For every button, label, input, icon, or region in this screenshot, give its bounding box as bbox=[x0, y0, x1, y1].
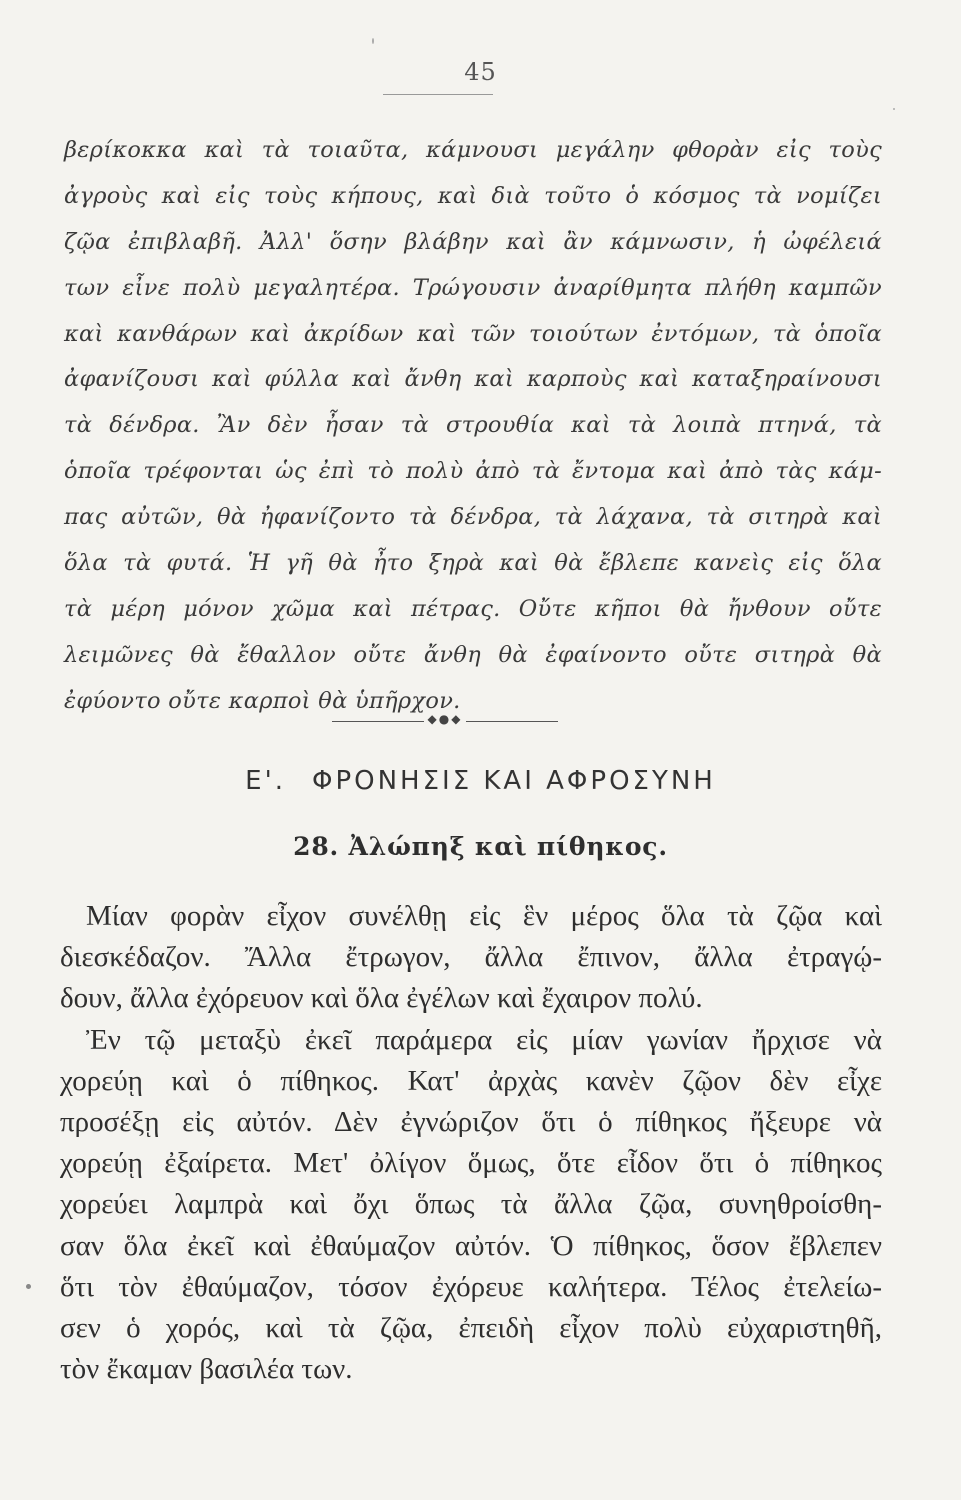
text-line: ὅλα τὰ φυτά. Ἡ γῆ θὰ ἦτο ξηρὰ καὶ θὰ ἔβλεπε κανεὶς εἰς ὅλα bbox=[64, 550, 882, 577]
paper-speck bbox=[26, 1284, 31, 1289]
paper-speck bbox=[893, 108, 895, 110]
text-line: ὁποῖα τρέφονται ὡς ἐπὶ τὸ πολὺ ἀπὸ τὰ ἔντομα καὶ ἀπὸ τὰς κάμ- bbox=[64, 458, 882, 485]
text-line: ἐφύοντο οὔτε καρποὶ θὰ ὑπῆρχον. bbox=[64, 687, 461, 714]
paper-speck bbox=[372, 38, 374, 44]
text-line: χορεύῃ ἐξαίρετα. Μετ' ὀλίγον ὅμως, ὅτε εἶδον ὅτι ὁ πίθηκος bbox=[60, 1147, 882, 1180]
page-number: 45 bbox=[464, 58, 497, 86]
text-line: τὰ μέρη μόνον χῶμα καὶ πέτρας. Οὔτε κῆποι θὰ ἤνθουν οὔτε bbox=[64, 595, 882, 622]
text-line: διεσκέδαζον. Ἄλλα ἔτρωγον, ἄλλα ἔπινον, ἄλλα ἐτραγῴ- bbox=[60, 941, 882, 974]
text-line: των εἶνε πολὺ μεγαλητέρα. Τρώγουσιν ἀναρίθμητα πλήθη καμπῶν bbox=[64, 274, 882, 301]
upper-paragraph bbox=[64, 128, 882, 725]
text-line: λειμῶνες θὰ ἔθαλλον οὔτε ἄνθη θὰ ἐφαίνοντο οὔτε σιτηρὰ θὰ bbox=[64, 641, 882, 668]
text-line: χορεύει λαμπρὰ καὶ ὄχι ὅπως τὰ ἄλλα ζῷα, συνηθροίσθη- bbox=[60, 1188, 882, 1221]
header-rule bbox=[383, 94, 493, 95]
text-line: βερίκοκκα καὶ τὰ τοιαῦτα, κάμνουσι μεγάλην φθορὰν εἰς τοὺς bbox=[64, 137, 882, 163]
text-line: ζῷα ἐπιβλαβῆ. Ἀλλ' ὅσην βλάβην καὶ ἂν κάμνωσιν, ἡ ὠφέλειά bbox=[64, 228, 882, 255]
section-divider-ornament bbox=[332, 712, 558, 728]
text-line: ἀγροὺς καὶ εἰς τοὺς κήπους, καὶ διὰ τοῦτο ὁ κόσμος τὰ νομίζει bbox=[64, 182, 882, 209]
text-line: Μίαν φορὰν εἶχον συνέλθῃ εἰς ἓν μέρος ὅλα τὰ ζῷα καὶ bbox=[86, 900, 882, 932]
text-line: Ἐν τῷ μεταξὺ ἐκεῖ παράμερα εἰς μίαν γωνίαν ἤρχισε νὰ bbox=[86, 1023, 882, 1056]
text-line: σεν ὁ χορός, καὶ τὰ ζῷα, ἐπειδὴ εἶχον πολὺ εὐχαριστηθῆ, bbox=[60, 1311, 882, 1344]
text-line: σαν ὅλα ἐκεῖ καὶ ἐθαύμαζον αὐτόν. Ὁ πίθηκος, ὅσον ἔβλεπεν bbox=[60, 1229, 882, 1262]
text-line: τὰ δένδρα. Ἂν δὲν ἦσαν τὰ στρουθία καὶ τὰ λοιπὰ πτηνά, τὰ bbox=[64, 412, 882, 439]
section-heading bbox=[0, 766, 961, 796]
text-line: ὅτι τὸν ἐθαύμαζον, τόσον ἐχόρευε καλήτερα. Τέλος ἐτελείω- bbox=[60, 1270, 882, 1303]
divider-dots-icon: ◆●◆ bbox=[427, 712, 463, 726]
divider-line-left bbox=[332, 721, 424, 722]
text-line: ἀφανίζουσι καὶ φύλλα καὶ ἄνθη καὶ καρποὺς καὶ καταξηραίνουσι bbox=[64, 366, 882, 393]
text-line: χορεύῃ καὶ ὁ πίθηκος. Κατ' ἀρχὰς κανὲν ζῷον δὲν εἶχε bbox=[60, 1064, 882, 1097]
text-line: πας αὐτῶν, θὰ ἠφανίζοντο τὰ δένδρα, τὰ λάχανα, τὰ σιτηρὰ καὶ bbox=[64, 504, 882, 531]
fable-title: 28. Ἀλώπηξ καὶ πίθηκος. bbox=[293, 832, 668, 861]
divider-line-right bbox=[466, 721, 558, 722]
section-title: ΦΡΟΝΗΣΙΣ ΚΑΙ ΑΦΡΟΣΥΝΗ bbox=[311, 766, 716, 796]
text-line: τὸν ἔκαμαν βασιλέα των. bbox=[60, 1353, 353, 1386]
text-line: προσέξῃ εἰς αὐτόν. Δὲν ἐγνώριζον ὅτι ὁ πίθηκος ἤξευρε νὰ bbox=[60, 1105, 882, 1138]
fable-text bbox=[60, 896, 882, 1390]
text-line: δουν, ἄλλα ἐχόρευον καὶ ὅλα ἐγέλων καὶ ἔχαιρον πολύ. bbox=[60, 982, 703, 1015]
section-number: Ε'. bbox=[245, 766, 286, 796]
text-line: καὶ κανθάρων καὶ ἀκρίδων καὶ τῶν τοιούτων ἐντόμων, τὰ ὁποῖα bbox=[64, 320, 882, 347]
